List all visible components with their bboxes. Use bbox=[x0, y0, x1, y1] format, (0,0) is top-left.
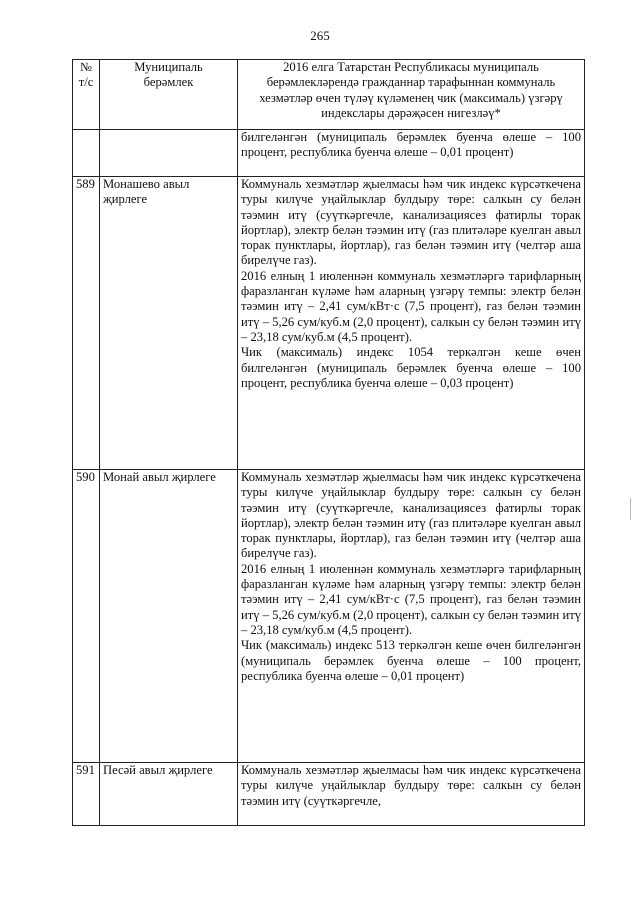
municipal-index-table bbox=[72, 59, 585, 826]
scan-margin-mark bbox=[630, 498, 631, 520]
table-header-row bbox=[73, 60, 585, 130]
table-row-continuation bbox=[73, 130, 585, 177]
description-paragraph: Чик (максималь) индекс 513 теркәлгән кеше өчен билгеләнгән (муниципаль берәмлек буенча өлеше – 100 процент, республика буенча өлеше – 0,01 процент) bbox=[241, 638, 581, 683]
header-num: № т/с bbox=[73, 60, 100, 130]
cell-num: 591 bbox=[73, 763, 100, 826]
table-row bbox=[73, 763, 585, 826]
cell-municipality: Песәй авыл җирлеге bbox=[100, 763, 238, 826]
description-paragraph: Коммуналь хезмәтләр җыелмасы һәм чик индекс күрсәткечена туры килүче уңайлыклар булдыру төре: салкын су белән тәэмин итү (суүткәргечле, канализациясез фатирлы торак йортлар), электр белән тәэмин итү (газ плитәләре куелган авыл торак пунктлары, йортлар), газ белән тәэмин итү (челтәр аша бирелүче газ). bbox=[241, 177, 581, 268]
description-paragraph: 2016 елның 1 июленнән коммуналь хезмәтләргә тарифларның фаразланган күләме һәм аларның үзгәрү темпы: электр белән тәэмин итү – 2,41 сум/кВт·с (7,5 процент), газ белән тәэмин итү – 5,26 сум/куб.м (2,0 процент), салкын су белән тәэмин итү – 23,18 сум/куб.м (4,5 процент). bbox=[241, 561, 581, 637]
cell-municipality: Монай авыл җирлеге bbox=[100, 470, 238, 763]
header-municipality: Муниципаль берәмлек bbox=[100, 60, 238, 130]
cell-description bbox=[238, 470, 585, 763]
cell-num: 589 bbox=[73, 177, 100, 470]
cell-num bbox=[73, 130, 100, 177]
cell-municipality bbox=[100, 130, 238, 177]
description-paragraph: 2016 елның 1 июленнән коммуналь хезмәтләргә тарифларның фаразланган күләме һәм аларның үзгәрү темпы: электр белән тәэмин итү – 2,41 сум/кВт·с (7,5 процент), газ белән тәэмин итү – 5,26 сум/куб.м (2,0 процент), салкын су белән тәэмин итү – 23,18 сум/куб.м (4,5 процент). bbox=[241, 268, 581, 344]
table-row bbox=[73, 470, 585, 763]
cell-description bbox=[238, 177, 585, 470]
description-paragraph: Коммуналь хезмәтләр җыелмасы һәм чик индекс күрсәткечена туры килүче уңайлыклар булдыру төре: салкын су белән тәэмин итү (суүткәргечле, bbox=[241, 763, 581, 808]
table-row bbox=[73, 177, 585, 470]
cell-description bbox=[238, 763, 585, 826]
description-paragraph: билгеләнгән (муниципаль берәмлек буенча өлеше – 100 процент, республика буенча өлеше – 0,01 процент) bbox=[241, 130, 581, 160]
cell-municipality: Монашево авыл җирлеге bbox=[100, 177, 238, 470]
description-paragraph: Чик (максималь) индекс 1054 теркәлгән кеше өчен билгеләнгән (муниципаль берәмлек буенча өлеше – 100 процент, республика буенча өлеше – 0,03 процент) bbox=[241, 345, 581, 390]
page-number: 265 bbox=[310, 28, 330, 43]
cell-description bbox=[238, 130, 585, 177]
cell-num: 590 bbox=[73, 470, 100, 763]
header-description: 2016 елга Татарстан Республикасы муниципаль берәмлекләрендә гражданнар тарафыннан коммуналь хезмәтләр өчен түләү күләменең чик (максималь) үзгәрү индекслары дәрәҗәсен нигезләү* bbox=[238, 60, 585, 130]
description-paragraph: Коммуналь хезмәтләр җыелмасы һәм чик индекс күрсәткечена туры килүче уңайлыклар булдыру төре: салкын су белән тәэмин итү (суүткәргечле, канализациясез фатирлы торак йортлар), электр белән тәэмин итү (газ плитәләре куелган авыл торак пунктлары, йортлар), газ белән тәэмин итү (челтәр аша бирелүче газ). bbox=[241, 470, 581, 561]
